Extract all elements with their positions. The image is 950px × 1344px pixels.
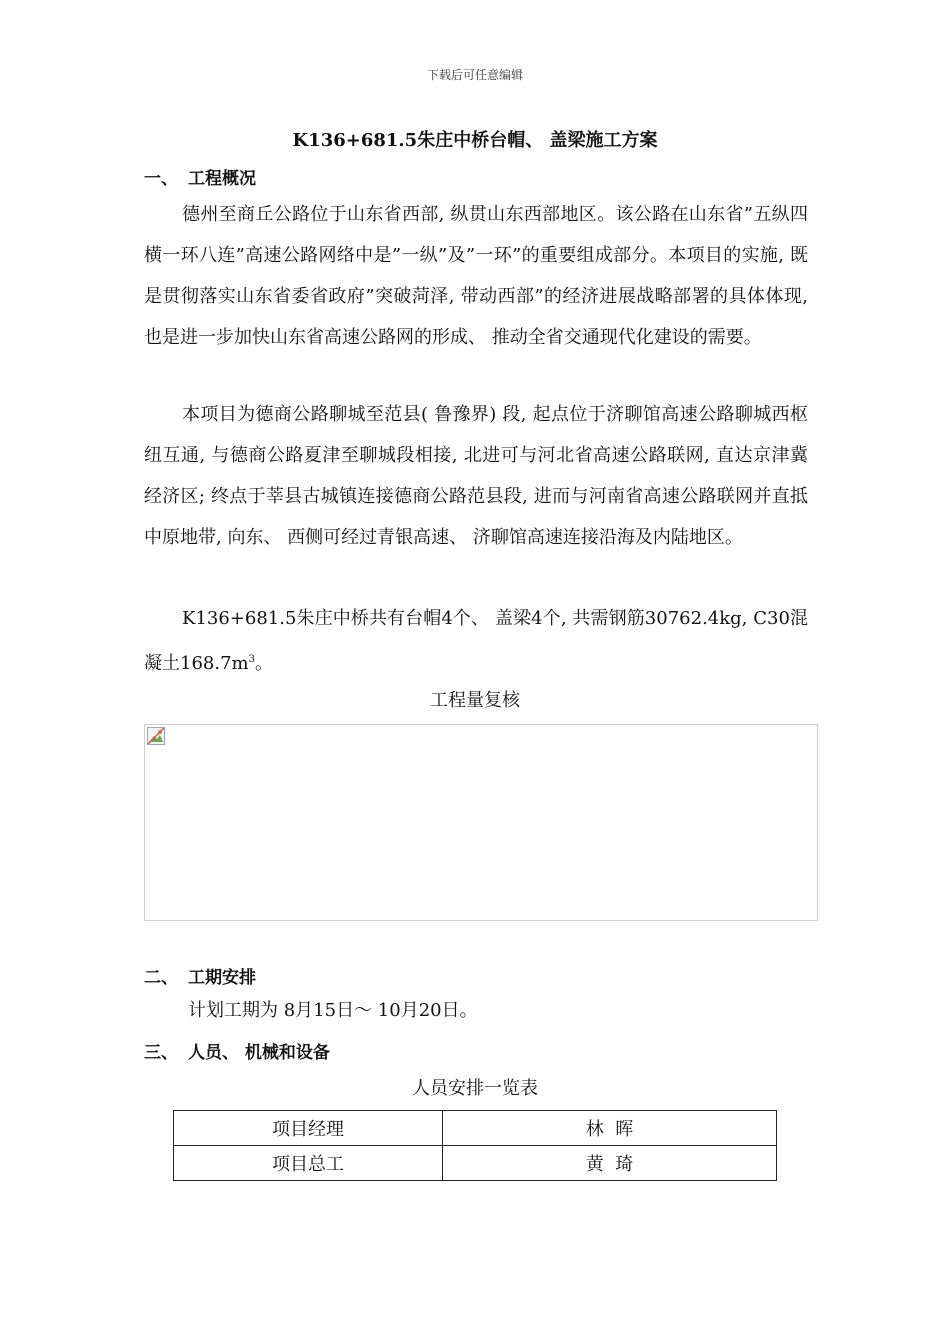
section-title: 工期安排 (188, 968, 256, 988)
staff-table (173, 1110, 777, 1181)
section-number: 三、 (144, 1043, 178, 1063)
sentence-end: 。 (254, 653, 273, 674)
quantity-review-image (144, 724, 818, 921)
table-row (174, 1111, 777, 1146)
schedule-paragraph: 计划工期为 8月15日～ 10月20日。 (188, 1000, 478, 1021)
section-title: 人员、 机械和设备 (188, 1043, 330, 1063)
broken-image-icon (147, 727, 165, 745)
document-title: K136+681.5朱庄中桥台帽、 盖梁施工方案 (292, 130, 658, 151)
section-heading-overview (144, 164, 256, 189)
section-number: 一、 (144, 169, 178, 189)
name-cell: 黄 琦 (443, 1146, 777, 1181)
name-cell: 林 晖 (443, 1111, 777, 1146)
role-cell: 项目经理 (174, 1111, 443, 1146)
overview-paragraph-3 (144, 598, 808, 684)
table-row (174, 1146, 777, 1181)
section-title: 工程概况 (188, 169, 256, 189)
page-header: 下载后可任意编辑 (426, 68, 523, 82)
section-number: 二、 (144, 968, 178, 988)
section-heading-schedule (144, 963, 256, 988)
role-cell: 项目总工 (174, 1146, 443, 1181)
staff-table-caption: 人员安排一览表 (412, 1078, 538, 1099)
overview-paragraph-2: 本项目为德商公路聊城至范县( 鲁豫界) 段, 起点位于济聊馆高速公路聊城西枢纽互通, 与德商公路夏津至聊城段相接, 北进可与河北省高速公路联网, 直达京津冀经济区; 终点于莘县古城镇连接德商公路范县段, 进而与河南省高速公路联网并直抵中原地带, 向东、 西侧可经过青银高速、 济聊馆高速连接沿海及内陆地区。 (144, 404, 808, 548)
section-heading-personnel (144, 1038, 330, 1063)
quantity-text: K136+681.5朱庄中桥共有台帽4个、 盖梁4个, 共需钢筋30762.4kg, C30混凝土168.7m (144, 608, 808, 674)
quantity-review-caption: 工程量复核 (430, 690, 520, 711)
overview-paragraph-1: 德州至商丘公路位于山东省西部, 纵贯山东西部地区。该公路在山东省”五纵四横一环八连”高速公路网络中是”一纵”及”一环”的重要组成部分。本项目的实施, 既是贯彻落实山东省委省政府”突破菏泽, 带动西部”的经济进展战略部署的具体体现, 也是进一步加快山东省高速公路网的形成、 推动全省交通现代化建设的需要。 (144, 204, 808, 348)
unit-superscript: 3 (248, 654, 255, 665)
